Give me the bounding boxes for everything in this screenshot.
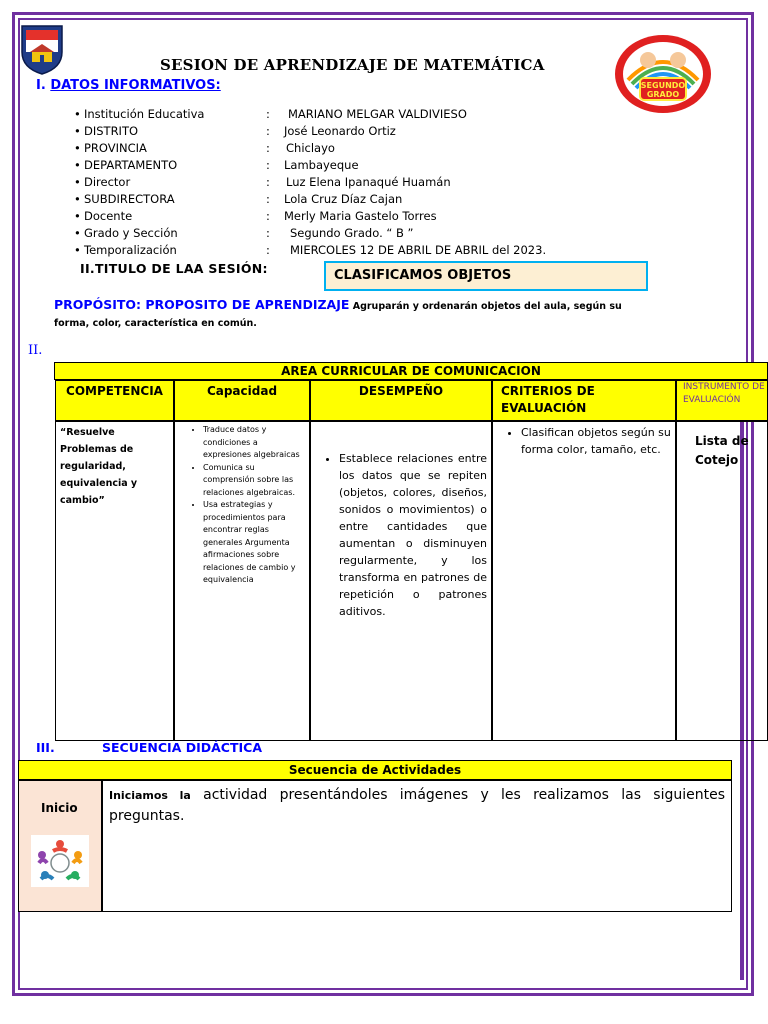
header-capacidad: Capacidad — [174, 380, 310, 421]
section-secuencia — [36, 740, 262, 755]
info-value: Merly Maria Gastelo Torres — [284, 209, 437, 223]
capacidad-cell — [174, 421, 310, 741]
badge-line-2: GRADO — [646, 90, 680, 99]
sequence-header: Secuencia de Actividades — [18, 760, 732, 780]
activity-body: actividad presentándoles imágenes y les realizamos las siguientes preguntas. — [109, 787, 726, 824]
competencia-cell: “Resuelve Problemas de regularidad, equivalencia y cambio” — [55, 421, 174, 741]
activity-lead: Iniciamos la — [109, 789, 191, 802]
info-label: DEPARTAMENTO — [84, 158, 178, 172]
info-row: • DEPARTAMENTO : Lambayeque — [74, 158, 359, 172]
people-circle-icon — [31, 835, 89, 887]
info-row: • Grado y Sección : Segundo Grado. “ B ” — [74, 226, 414, 240]
session-title-label: II.TITULO DE LAA SESIÓN: — [80, 261, 268, 276]
info-label: Director — [84, 175, 131, 189]
info-label: Grado y Sección — [84, 226, 178, 240]
phase-label: Inicio — [41, 801, 78, 815]
info-row: • Docente : Merly Maria Gastelo Torres — [74, 209, 437, 223]
info-label: Docente — [84, 209, 133, 223]
header-desempeno: DESEMPEÑO — [310, 380, 492, 421]
info-row: • Institución Educativa : MARIANO MELGAR VALDIVIESO — [74, 107, 467, 121]
info-label: Institución Educativa — [84, 107, 205, 121]
header-instrumento: INSTRUMENTO DE EVALUACIÓN — [676, 380, 768, 421]
desempeno-cell — [310, 421, 492, 741]
info-label: SUBDIRECTORA — [84, 192, 175, 206]
criterio-cell — [492, 421, 676, 741]
info-label: PROVINCIA — [84, 141, 147, 155]
info-row: • DISTRITO : José Leonardo Ortiz — [74, 124, 396, 138]
section-3-title: SECUENCIA DIDÁCTICA — [102, 740, 262, 755]
info-value: Lambayeque — [284, 158, 359, 172]
info-value: MIERCOLES 12 DE ABRIL DE ABRIL del 2023. — [290, 243, 547, 257]
info-value: José Leonardo Ortiz — [284, 124, 396, 138]
info-label: Temporalización — [84, 243, 177, 257]
capacidad-item: • Usa estrategias y procedimientos para encontrar reglas generales Argumenta afirmaciones sobre relaciones de cambio y equivalencia — [203, 499, 305, 587]
header-competencia: COMPETENCIA — [55, 380, 174, 421]
desempeno-item: • Establece relaciones entre los datos que se repiten (objetos, colores, diseños, sonidos o movimientos) o entre cantidades que aumentan o disminuyen regularmente, y los transforma en patrones de repetición o patrones aditivos. — [339, 450, 487, 620]
info-value: Segundo Grado. “ B ” — [290, 226, 414, 240]
document-title: SESION DE APRENDIZAJE DE MATEMÁTICA — [160, 56, 545, 74]
segundo-grado-badge-icon — [614, 34, 712, 114]
section-2-number: II. — [28, 343, 43, 358]
info-row: • Director : Luz Elena Ipanaqué Huamán — [74, 175, 451, 189]
purpose-text: Agruparán y ordenarán objetos del aula, según su forma, color, característica en común. — [54, 301, 622, 329]
section-datos-informativos — [36, 78, 221, 93]
info-value: Chiclayo — [286, 141, 335, 155]
phase-cell — [18, 780, 102, 912]
purpose-paragraph — [54, 296, 654, 332]
info-value: MARIANO MELGAR VALDIVIESO — [288, 107, 467, 121]
area-header: AREA CURRICULAR DE COMUNICACION — [54, 362, 768, 380]
info-row: • Temporalización : MIERCOLES 12 DE ABRIL DE ABRIL del 2023. — [74, 243, 547, 257]
criterio-item: • Clasifican objetos según su forma color, tamaño, etc. — [521, 424, 671, 458]
activity-text — [102, 780, 732, 912]
header-criterios: CRITERIOS DE EVALUACIÓN — [492, 380, 676, 421]
school-crest-icon — [18, 22, 66, 76]
info-list — [74, 106, 546, 259]
capacidad-item: • Comunica su comprensión sobre las relaciones algebraicas. — [203, 462, 305, 500]
badge-line-1: SEGUNDO — [640, 81, 686, 90]
section-title: DATOS INFORMATIVOS: — [50, 78, 221, 93]
instrumento-cell: Lista de Cotejo — [676, 421, 768, 741]
purpose-label: PROPÓSITO: PROPOSITO DE APRENDIZAJE — [54, 297, 350, 312]
info-row: • PROVINCIA : Chiclayo — [74, 141, 335, 155]
info-label: DISTRITO — [84, 124, 139, 138]
info-value: Luz Elena Ipanaqué Huamán — [286, 175, 451, 189]
session-title-box: CLASIFICAMOS OBJETOS — [324, 261, 648, 291]
section-number: I. — [36, 78, 46, 93]
info-value: Lola Cruz Díaz Cajan — [284, 192, 403, 206]
capacidad-item: • Traduce datos y condiciones a expresiones algebraicas — [203, 424, 305, 462]
section-3-number: III. — [36, 740, 55, 755]
info-row: • SUBDIRECTORA : Lola Cruz Díaz Cajan — [74, 192, 403, 206]
